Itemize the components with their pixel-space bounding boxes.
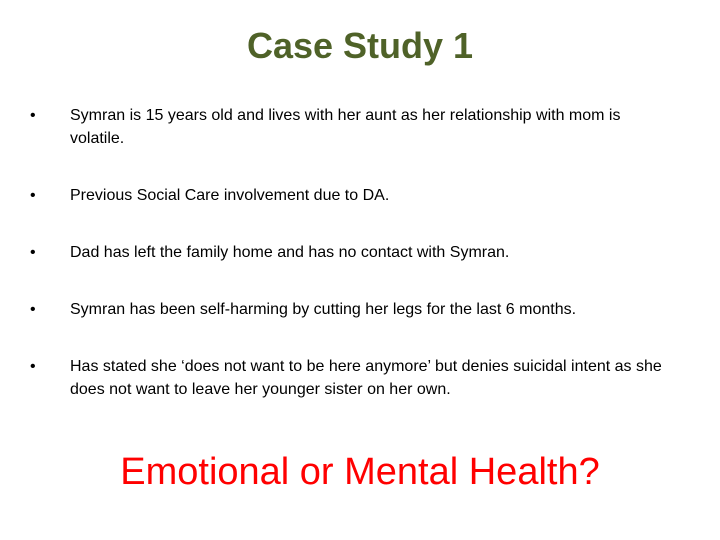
bullet-list (30, 104, 670, 401)
closing-question: Emotional or Mental Health? (120, 451, 600, 493)
bullet-dot-icon: • (30, 358, 36, 375)
bullet-text: Previous Social Care involvement due to DA. (70, 187, 390, 204)
bullet-item (30, 298, 670, 321)
bullet-text: Has stated she ‘does not want to be here anymore’ but denies suicidal intent as she does not want to leave her younger sister on her own. (70, 358, 662, 398)
bullet-item (30, 355, 670, 401)
bullet-text: Symran has been self-harming by cutting her legs for the last 6 months. (70, 301, 577, 318)
bullet-dot-icon: • (30, 187, 36, 204)
bullet-dot-icon: • (30, 301, 36, 318)
bullet-dot-icon: • (30, 107, 36, 124)
bullet-item (30, 241, 670, 264)
bullet-dot-icon: • (30, 244, 36, 261)
slide-title: Case Study 1 (246, 25, 474, 66)
bullet-item (30, 184, 670, 207)
bullet-item (30, 104, 670, 150)
bullet-text: Dad has left the family home and has no contact with Symran. (70, 244, 510, 261)
bullet-text: Symran is 15 years old and lives with her aunt as her relationship with mom is volatile. (70, 107, 621, 147)
